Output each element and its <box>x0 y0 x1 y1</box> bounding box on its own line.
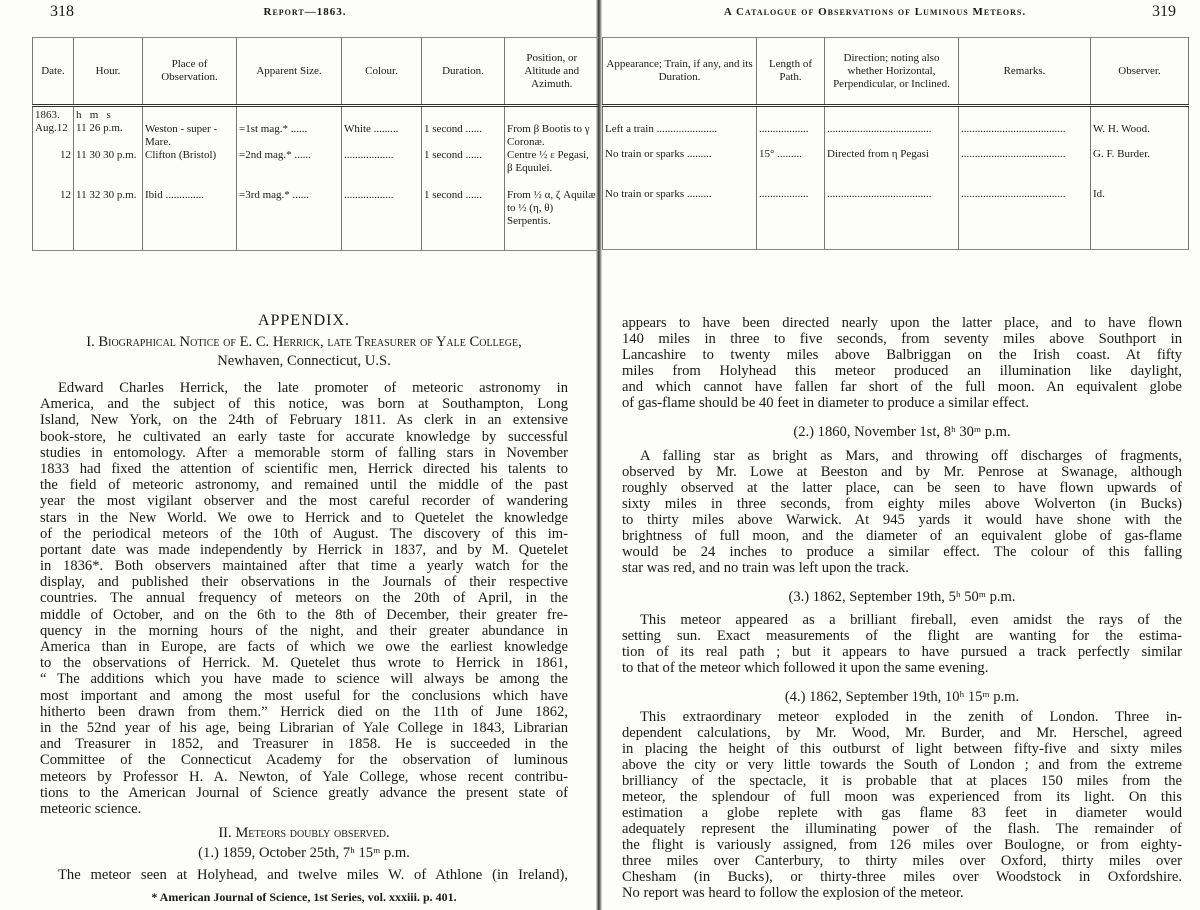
section1-heading-line2: Newhaven, Connecticut, U.S. <box>217 353 391 369</box>
text-line: above the city or very little towards the South of London ; and from the extreme <box>622 757 1182 773</box>
observations-table-right <box>602 37 1189 250</box>
header-position: Position, or Altitude and Azimuth. <box>505 38 599 106</box>
text-line: America, and the subject of this notice, was born at Southampton, Long <box>40 396 568 413</box>
text-line: brilliancy of the spectacle, it is probable that at places 150 miles from the <box>622 773 1182 789</box>
cell-colour: .................. <box>342 189 422 251</box>
text-line: book-store, he cultivated an early taste for accurate knowledge by successful <box>40 428 568 445</box>
text-line: countries. The annual frequency of meteors on the 20th of April, in the <box>40 590 568 607</box>
header-hour: Hour. <box>74 38 143 106</box>
cell-place: Weston - super - Mare. <box>143 106 237 150</box>
text-line: and which cannot have fallen far short of the full moon. An equivalent globe <box>622 379 1182 395</box>
text-line: in the 52nd year of his age, being Librarian of Yale College in 1843, Librarian <box>40 719 568 736</box>
text-line: brightness of full moon, and the diameter of an equivalent globe of gas-flame <box>622 528 1182 544</box>
date-value: Aug.12 <box>35 122 68 134</box>
hour-value: 11 26 p.m. <box>76 122 123 134</box>
cell-hour: 11 30 30 p.m. <box>74 149 143 189</box>
text-line: This extraordinary meteor exploded in the zenith of London. Three in- <box>640 709 1182 725</box>
text-line: America than in Europe, are facts of which we owe the earliest knowledge <box>40 639 568 655</box>
cell-remarks: ...................................... <box>959 106 1091 148</box>
cell-place: Clifton (Bristol) <box>143 149 237 189</box>
cell-place: Ibid .............. <box>143 189 237 251</box>
cell-duration: 1 second ...... <box>422 106 505 150</box>
header-remarks: Remarks. <box>959 38 1091 106</box>
text-line: The meteor seen at Holyhead, and twelve miles W. of Athlone (in Ireland), <box>58 867 568 883</box>
cell-date: 12 <box>33 189 74 251</box>
cell-remarks: ...................................... <box>959 188 1091 250</box>
section2-heading: II. Meteors doubly observed. <box>218 825 390 841</box>
text-line: roughly observed at the latter place, can be seen to have flown upwards of <box>622 480 1182 496</box>
text-line: Lancashire to twenty miles above Balbriggan on the Irish coast. At fifty <box>622 347 1182 363</box>
text-line: the flight is variously assigned, from 126 miles over Boulogne, or from eighty- <box>622 837 1182 853</box>
cell-date: 12 <box>33 149 74 189</box>
right-page-number: 319 <box>1152 3 1176 20</box>
meteor4-paragraph <box>622 709 1182 901</box>
header-date: Date. <box>33 38 74 106</box>
text-line: quency in the morning hours of the night, and their greater abundance in <box>40 622 568 639</box>
text-line: to the observations of Herrick. M. Quetelet thus wrote to Herrick in 1861, <box>40 655 568 672</box>
text-line: most important and among the most useful for the conclusions which have <box>40 687 568 704</box>
cell-hour: 11 32 30 p.m. <box>74 189 143 251</box>
text-line: Edward Charles Herrick, the late promoter of meteoric astronomy in <box>58 380 568 396</box>
meteor2-paragraph <box>622 448 1182 576</box>
text-line: in placing the height of this outburst of light between fifty-five and sixty miles <box>622 741 1182 757</box>
text-line: A falling star as bright as Mars, and throwing off discharges of fragments, <box>640 448 1182 464</box>
text-line: and Treasurer in 1852, and Treasurer in 1858. He is succeeded in the <box>40 736 568 753</box>
text-line: hitherto been drawn from them.” Herrick died on the 11th of June 1862, <box>40 703 568 720</box>
section1-heading-line1: I. Biographical Notice of E. C. Herrick, late Treasurer of Yale College, <box>86 334 522 350</box>
year-label: 1863. <box>35 109 60 121</box>
herrick-paragraph <box>40 380 568 817</box>
text-line: studies in entomology. After a memorable storm of falling stars in November <box>40 444 568 461</box>
text-line: star was red, and no train was left upon the track. <box>622 560 909 576</box>
table-row <box>603 106 1189 148</box>
text-line: tions to the American Journal of Science greatly advance the present state of <box>40 784 568 801</box>
meteor4-heading: (4.) 1862, September 19th, 10ʰ 15ᵐ p.m. <box>784 689 1020 705</box>
header-colour: Colour. <box>342 38 422 106</box>
header-length: Length of Path. <box>757 38 825 106</box>
text-line: observed by Mr. Lowe at Beeston and by Mr. Penrose at Swanage, although <box>622 464 1182 480</box>
meteor1-paragraph <box>40 867 568 883</box>
text-line: dependent calculations, by Mr. Wood, Mr. Burder, and Mr. Herschel, agreed <box>622 725 1182 741</box>
table-row <box>603 148 1189 188</box>
meteor3-heading: (3.) 1862, September 19th, 5ʰ 50ᵐ p.m. <box>788 589 1016 605</box>
text-line: Island, New York, on the 24th of February 1811. As clerk in an extensive <box>40 412 568 429</box>
text-line: 140 miles in three to five seconds, from seventy miles above Southport in <box>622 331 1182 347</box>
text-line: Committee of the Connecticut Academy for the observation of luminous <box>40 752 568 769</box>
text-line: three miles over Canterbury, to thirty miles over Oxford, thirty miles over <box>622 853 1182 869</box>
table-header-row <box>33 38 599 106</box>
meteor1-heading: (1.) 1859, October 25th, 7ʰ 15ᵐ p.m. <box>198 845 410 861</box>
cell-size: =1st mag.* ...... <box>237 106 342 150</box>
cell-length: 15° ......... <box>757 148 825 188</box>
text-line: No report was heard to follow the explosion of the meteor. <box>622 885 964 901</box>
header-duration: Duration. <box>422 38 505 106</box>
cell-colour: .................. <box>342 149 422 189</box>
text-line: setting sun. Exact measurements of the flight are wanting for the estima- <box>622 628 1182 644</box>
text-line: adequately represent the illuminating power of the flash. The remainder of <box>622 821 1182 837</box>
cell-observer: Id. <box>1091 188 1189 250</box>
text-line: would be 24 inches to produce a similar effect. The colour of this falling <box>622 544 1182 560</box>
text-line: of gas-flame should be 40 feet in diameter to produce a similar effect. <box>622 395 1029 411</box>
text-line: stars in the New World. We owe to Herrick and to Quetelet the knowledge <box>40 509 568 526</box>
text-line: Chesham (in Bucks), or thirty-three miles over Woodstock in Oxfordshire. <box>622 869 1182 885</box>
left-running-head: Report—1863. <box>263 6 347 18</box>
table-row <box>33 189 599 251</box>
left-page-number: 318 <box>50 3 74 20</box>
meteor1-continued-paragraph <box>622 315 1182 411</box>
text-line: 1833 had fixed the attention of scientific men, Herrick directed his talents to <box>40 460 568 477</box>
cell-remarks: ...................................... <box>959 148 1091 188</box>
text-line: display, and published their observations in the Journals of their respective <box>40 574 568 591</box>
header-size: Apparent Size. <box>237 38 342 106</box>
header-place: Place of Observation. <box>143 38 237 106</box>
footnote: * American Journal of Science, 1st Series, vol. xxxiii. p. 401. <box>151 890 457 904</box>
header-direction: Direction; noting also whether Horizontal, Perpendicular, or Inclined. <box>825 38 959 106</box>
text-line: portant date was made independently by Herrick in 1837, and by M. Quetelet <box>40 541 568 558</box>
cell-duration: 1 second ...... <box>422 149 505 189</box>
text-line: meteor, the splendour of full moon was experienced from its light. On this <box>622 789 1182 805</box>
text-line: miles from Holyhead this meteor produced an illumination like daylight, <box>622 363 1182 379</box>
meteor3-paragraph <box>622 612 1182 676</box>
right-running-head: A Catalogue of Observations of Luminous Meteors. <box>723 6 1027 18</box>
observations-table-left <box>32 37 599 251</box>
text-line: tion of its real path ; but it appears to have pursued a track perfectly similar <box>622 644 1182 660</box>
cell-length: .................. <box>757 188 825 250</box>
text-line: meteoric science. <box>40 800 142 817</box>
text-line: in 1836*. Both observers maintained after that time a yearly watch for the <box>40 558 568 575</box>
text-line: estimation a globe replete with gas flame 83 feet in diameter would <box>622 805 1182 821</box>
cell-hour <box>74 106 143 150</box>
text-line: to that of the meteor which followed it upon the same evening. <box>622 660 989 676</box>
units-label: h m s <box>76 109 111 121</box>
table-header-row <box>603 38 1189 106</box>
table-row <box>603 188 1189 250</box>
cell-appearance: Left a train ...................... <box>603 106 757 148</box>
table-row <box>33 106 599 150</box>
header-appearance: Appearance; Train, if any, and its Duration. <box>603 38 757 106</box>
cell-observer: W. H. Wood. <box>1091 106 1189 148</box>
header-observer: Observer. <box>1091 38 1189 106</box>
cell-length: .................. <box>757 106 825 148</box>
text-line: This meteor appeared as a brilliant fireball, even amidst the rays of the <box>640 612 1182 628</box>
cell-position: Centre ½ ε Pegasi, β Equulei. <box>505 149 599 189</box>
cell-direction: ...................................... <box>825 188 959 250</box>
cell-size: =3rd mag.* ...... <box>237 189 342 251</box>
cell-position: From ½ α, ζ Aquilæ to ½ (η, θ) Serpentis. <box>505 189 599 251</box>
cell-size: =2nd mag.* ...... <box>237 149 342 189</box>
text-line: year the most vigilant observer and the most careful recorder of wandering <box>40 493 568 510</box>
text-line: appears to have been directed nearly upon the latter place, and to have flown <box>622 315 1182 331</box>
cell-direction: Directed from η Pegasi <box>825 148 959 188</box>
text-line: “ The additions which you have made to science will always be among the <box>40 671 568 688</box>
cell-appearance: No train or sparks ......... <box>603 188 757 250</box>
text-line: middle of October, and on the 6th to the 8th of December, their greater fre- <box>40 606 568 623</box>
text-line: sixty miles in three seconds, from eighty miles above Wolverton (in Bucks) <box>622 496 1182 512</box>
cell-appearance: No train or sparks ......... <box>603 148 757 188</box>
meteor2-heading: (2.) 1860, November 1st, 8ʰ 30ᵐ p.m. <box>793 424 1011 440</box>
cell-position: From β Bootis to γ Coronæ. <box>505 106 599 150</box>
text-line: of the periodical meteors of the 10th of August. The discovery of this im- <box>40 525 568 542</box>
appendix-title: APPENDIX. <box>257 312 351 329</box>
text-line: to thirty miles above Warwick. At 945 yards it would have shone with the <box>622 512 1182 528</box>
cell-direction: ...................................... <box>825 106 959 148</box>
table-row <box>33 149 599 189</box>
cell-observer: G. F. Burder. <box>1091 148 1189 188</box>
cell-colour: White ......... <box>342 106 422 150</box>
text-line: meteors by Professor H. A. Newton, of Yale College, whose recent contribu- <box>40 768 568 785</box>
cell-date <box>33 106 74 150</box>
text-line: the field of meteoric astronomy, and remained until the middle of the past <box>40 477 568 494</box>
cell-duration: 1 second ...... <box>422 189 505 251</box>
